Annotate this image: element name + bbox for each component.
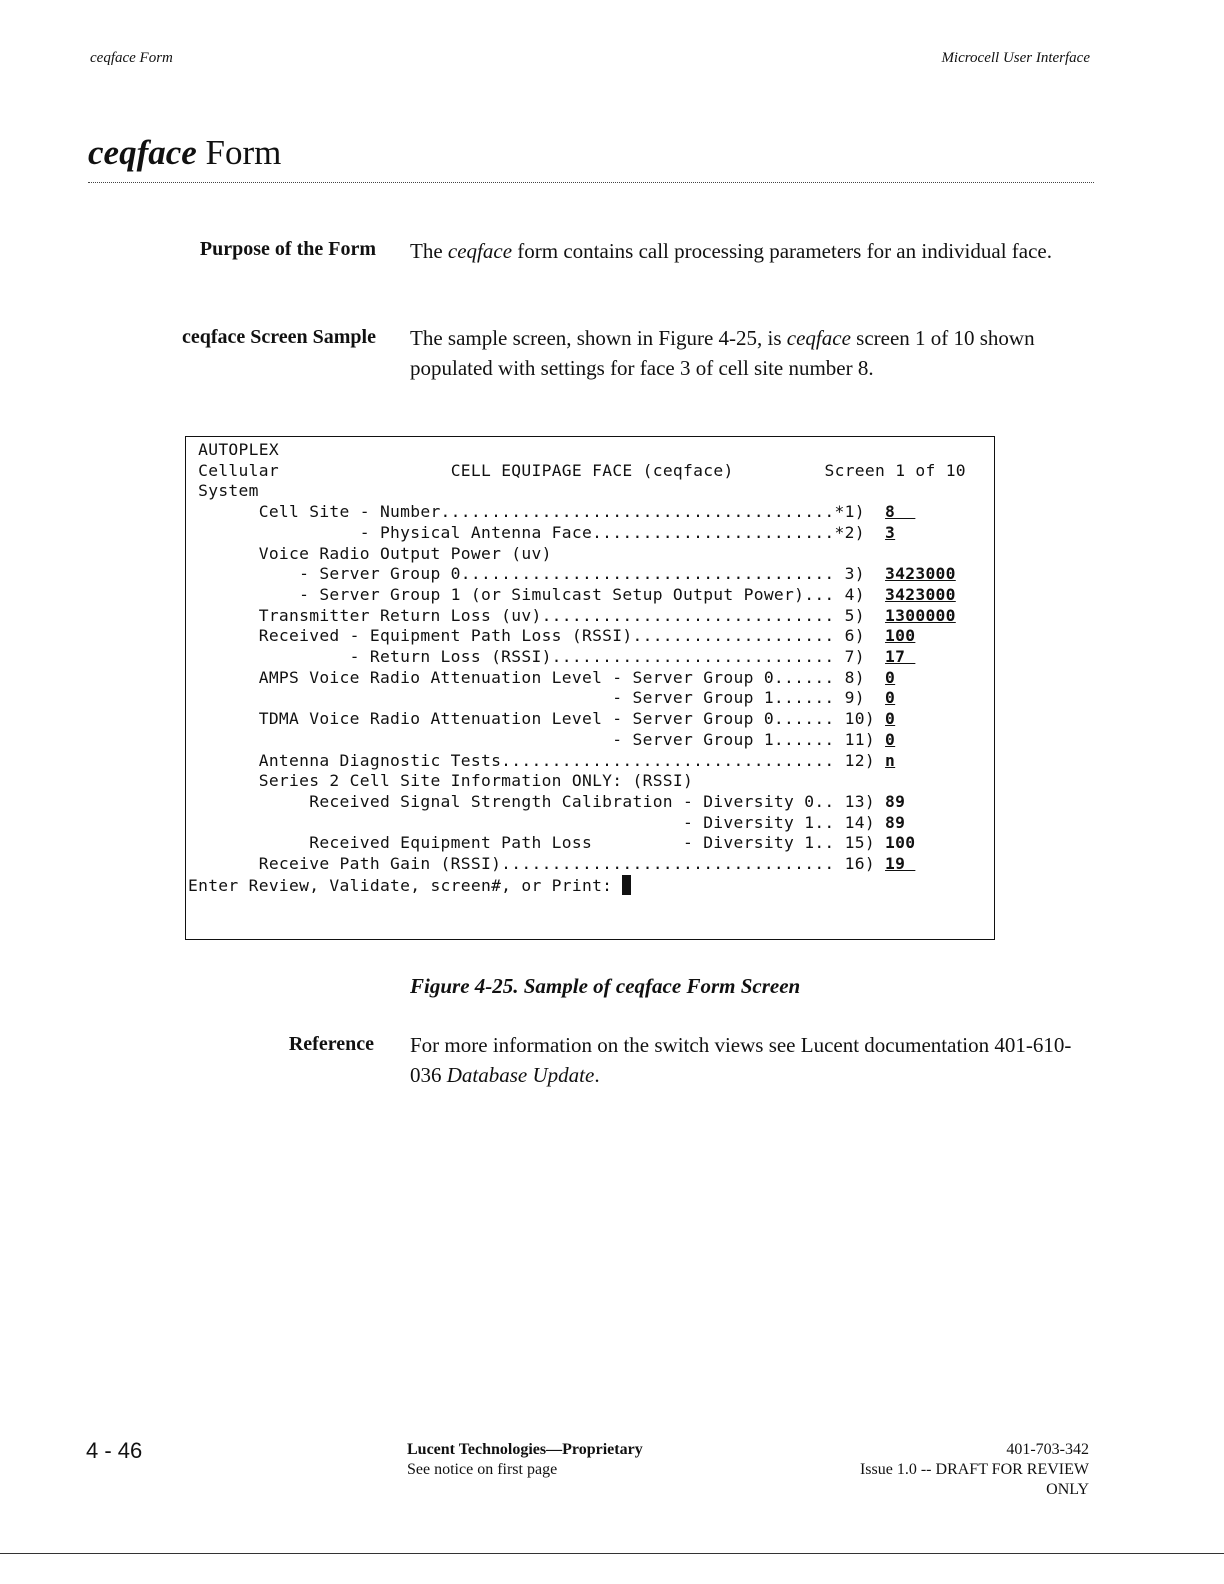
terminal-screen-sample [185,436,995,940]
field-value: 89 [885,791,906,811]
system-name-line-2: Cellular [198,460,279,480]
field-value: 100 [885,833,916,853]
page-title [88,133,281,173]
purpose-text-part: The [410,239,448,263]
screen-number: Screen 1 of 10 [824,460,966,480]
field-value: 3 [885,522,896,542]
screen-heading: CELL EQUIPAGE FACE (ceqface) [450,460,734,480]
field-value: 100 [885,626,916,646]
field-value: 89 [885,812,906,832]
purpose-text [410,236,1100,266]
form-row: Receive Path Gain (RSSI)................................. 16) [188,854,886,874]
footer-doc-number: 401-703-342 [1006,1441,1089,1458]
footer-right [860,1440,1089,1500]
reference-text [410,1030,1100,1090]
form-row: Voice Radio Output Power (uv) [188,543,552,563]
field-value: 19 [885,854,916,874]
field-value: n [885,750,896,770]
footer-proprietary: Lucent Technologies—Proprietary [407,1441,643,1458]
field-value: 3423000 [885,564,956,584]
form-row: TDMA Voice Radio Attenuation Level - Server Group 0...... 10) [188,709,886,729]
form-row: - Physical Antenna Face........................*2) [188,522,886,542]
sample-text [410,323,1100,383]
reference-text-part: For more information on the switch views see Lucent documentation 401-610-036 [410,1033,1072,1087]
field-value: 0 [885,667,896,687]
footer-issue-cont: ONLY [1046,1481,1089,1498]
title-divider [88,182,1094,183]
sample-text-part: screen 1 of 10 shown populated with settings for face 3 of cell site number 8. [410,326,1035,380]
field-value: 1300000 [885,605,956,625]
field-value: 17 [885,647,916,667]
purpose-text-part: form contains call processing parameters for an individual face. [512,239,1052,263]
field-value: 0 [885,709,896,729]
page-title-rest: Form [196,133,282,172]
running-header-right: Microcell User Interface [941,50,1090,66]
purpose-text-italic: ceqface [447,239,513,263]
reference-text-part: . [594,1063,600,1087]
form-row: Series 2 Cell Site Information ONLY: (RSSI) [188,771,694,791]
sample-text-italic: ceqface [786,326,851,350]
footer-notice: See notice on first page [407,1461,558,1478]
field-value: 3423000 [885,584,956,604]
system-name-line-1: AUTOPLEX [198,440,279,459]
form-row: Cell Site - Number.......................................*1) [188,502,886,522]
sample-text-part: The sample screen, shown in Figure 4-25, is [410,326,787,350]
form-row: Received Equipment Path Loss - Diversity 1.. 15) [188,833,886,853]
form-row: - Server Group 1...... 11) [188,729,886,749]
form-row: Antenna Diagnostic Tests................................. 12) [188,750,886,770]
form-row: - Return Loss (RSSI)............................ 7) [188,647,886,667]
text-cursor [622,875,631,895]
field-value: 0 [885,688,896,708]
command-prompt: Enter Review, Validate, screen#, or Print: [188,875,623,895]
form-row: - Diversity 1.. 14) [188,812,886,832]
terminal-text [188,440,966,896]
form-row: - Server Group 1 (or Simulcast Setup Output Power)... 4) [188,584,886,604]
sample-label: ceqface Screen Sample [181,326,376,348]
running-header-left: ceqface Form [90,50,173,66]
footer-center [407,1440,643,1480]
reference-text-italic: Database Update [446,1063,595,1087]
system-name-line-3: System [198,481,259,501]
reference-label: Reference [288,1033,374,1055]
form-row: AMPS Voice Radio Attenuation Level - Server Group 0...... 8) [188,667,886,687]
page-title-italic: ceqface [88,133,197,172]
bottom-rule [0,1553,1224,1554]
form-row: - Server Group 0..................................... 3) [188,564,886,584]
form-row: - Server Group 1...... 9) [188,688,886,708]
page-number: 4 - 46 [86,1438,143,1463]
field-value: 8 [885,502,916,522]
form-row: Received - Equipment Path Loss (RSSI).................... 6) [188,626,886,646]
form-row: Transmitter Return Loss (uv)............................. 5) [188,605,886,625]
form-row: Received Signal Strength Calibration - Diversity 0.. 13) [188,791,886,811]
field-value: 0 [885,729,896,749]
footer-issue: Issue 1.0 -- DRAFT FOR REVIEW [859,1461,1089,1478]
figure-caption: Figure 4-25. Sample of ceqface Form Screen [410,974,801,998]
purpose-label: Purpose of the Form [199,238,376,260]
